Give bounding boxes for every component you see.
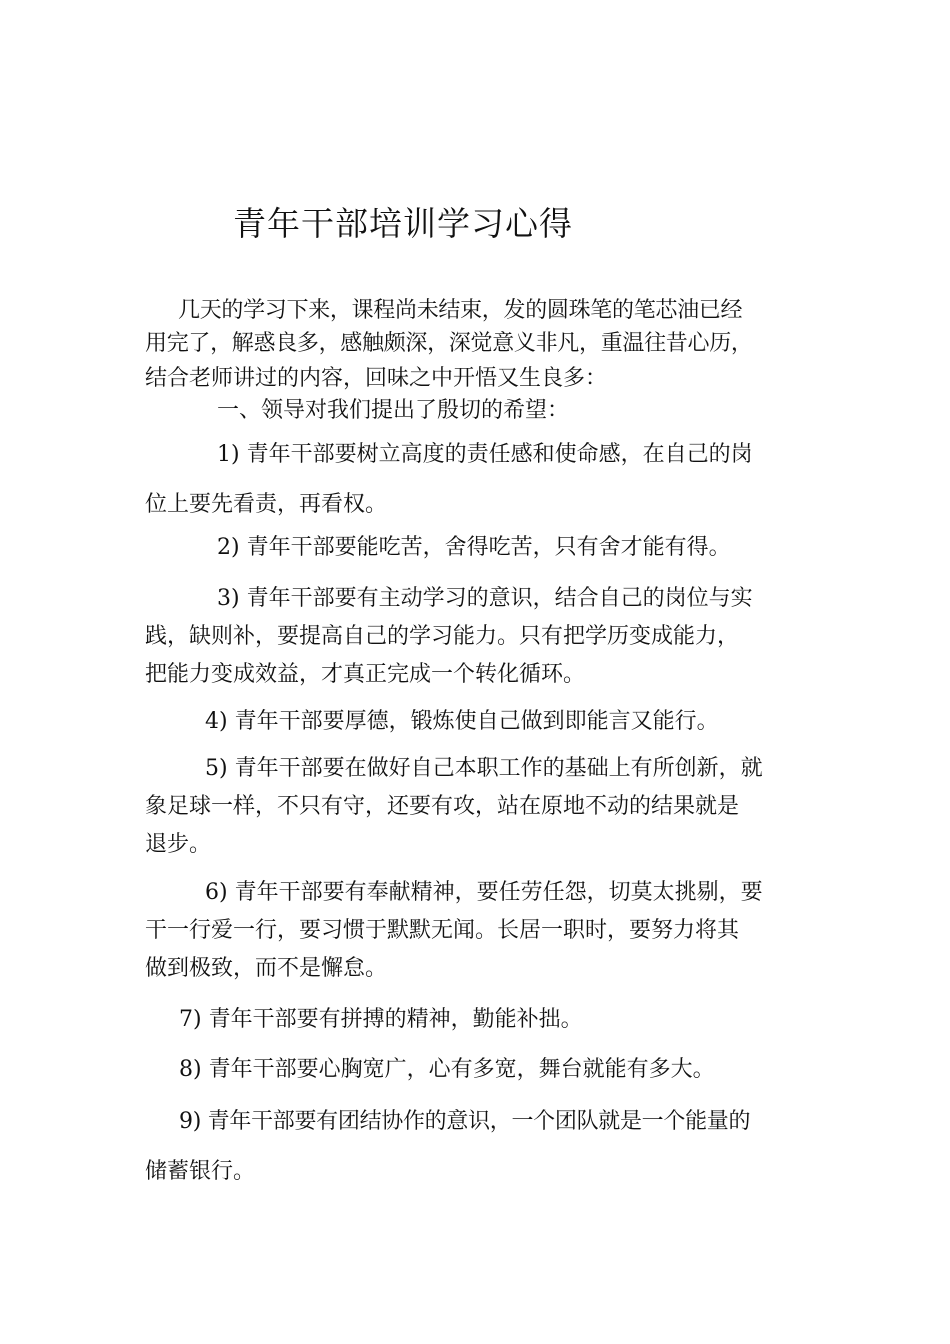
paragraph-line: 4) 青年干部要厚德，锻炼使自己做到即能言又能行。 bbox=[205, 709, 719, 734]
paragraph-line: 干一行爱一行，要习惯于默默无闻。长居一职时，要努力将其 bbox=[145, 918, 740, 943]
list-item bbox=[145, 700, 825, 744]
list-item bbox=[145, 750, 825, 864]
intro-paragraph bbox=[145, 294, 825, 395]
paragraph-line: 把能力变成效益，才真正完成一个转化循环。 bbox=[145, 662, 586, 687]
paragraph-line: 储蓄银行。 bbox=[145, 1159, 256, 1184]
paragraph-line: 6) 青年干部要有奉献精神，要任劳任怨，切莫太挑剔，要 bbox=[205, 880, 763, 905]
paragraph-line: 3) 青年干部要有主动学习的意识，结合自己的岗位与实 bbox=[217, 586, 753, 611]
paragraph-line: 一、领导对我们提出了殷切的希望： bbox=[217, 398, 570, 423]
list-item bbox=[145, 430, 825, 530]
paragraph-line: 结合老师讲过的内容，回味之中开悟又生良多： bbox=[145, 366, 608, 391]
list-item bbox=[145, 874, 825, 988]
list-item bbox=[145, 1048, 825, 1092]
paragraph-line: 退步。 bbox=[145, 832, 212, 857]
list-item bbox=[145, 526, 825, 570]
paragraph-line: 5) 青年干部要在做好自己本职工作的基础上有所创新，就 bbox=[205, 756, 763, 781]
paragraph-line: 2) 青年干部要能吃苦，舍得吃苦，只有舍才能有得。 bbox=[217, 535, 731, 560]
paragraph-line: 践，缺则补，要提高自己的学习能力。只有把学历变成能力， bbox=[145, 624, 740, 649]
paragraph-line: 几天的学习下来，课程尚未结束，发的圆珠笔的笔芯油已经 bbox=[178, 298, 743, 323]
list-item bbox=[145, 1097, 825, 1197]
list-item bbox=[145, 998, 825, 1042]
list-item bbox=[145, 580, 825, 694]
paragraph-line: 9) 青年干部要有团结协作的意识，一个团队就是一个能量的 bbox=[179, 1109, 751, 1134]
document-title: 青年干部培训学习心得 bbox=[233, 204, 573, 243]
paragraph-line: 位上要先看责，再看权。 bbox=[145, 492, 388, 517]
paragraph-line: 7) 青年干部要有拼搏的精神，勤能补拙。 bbox=[179, 1007, 583, 1032]
paragraph-line: 象足球一样，不只有守，还要有攻，站在原地不动的结果就是 bbox=[145, 794, 740, 819]
paragraph-line: 8) 青年干部要心胸宽广，心有多宽，舞台就能有多大。 bbox=[179, 1057, 715, 1082]
section-heading bbox=[145, 396, 825, 426]
paragraph-line: 做到极致，而不是懈怠。 bbox=[145, 956, 388, 981]
paragraph-line: 1) 青年干部要树立高度的责任感和使命感，在自己的岗 bbox=[217, 442, 753, 467]
paragraph-line: 用完了，解惑良多，感触颇深，深觉意义非凡，重温往昔心历， bbox=[145, 331, 753, 356]
